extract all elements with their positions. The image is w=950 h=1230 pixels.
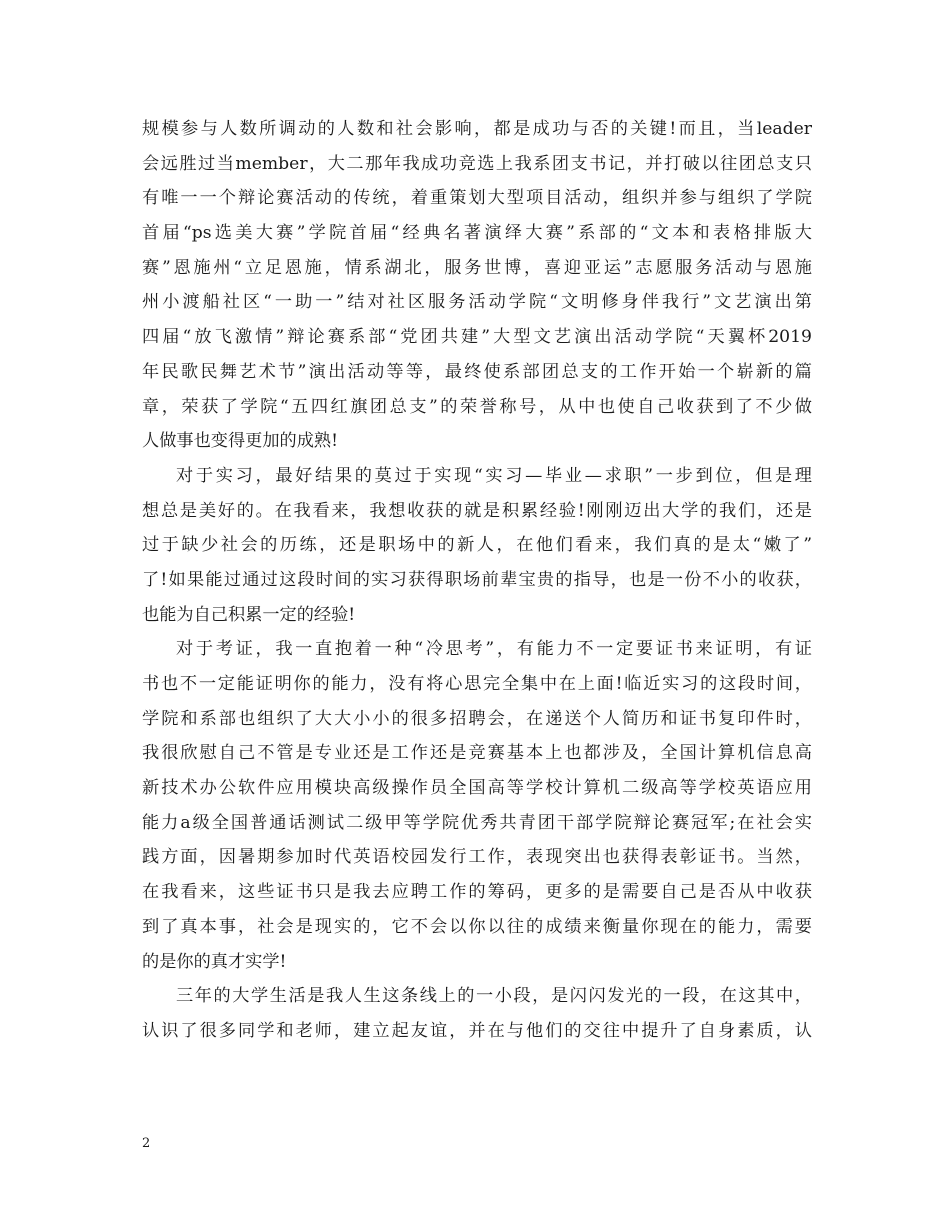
text-line: 新技术办公软件应用模块高级操作员全国高等学校计算机二级高等学校英语应用	[142, 778, 812, 799]
paragraph-first-line: 三年的大学生活是我人生这条线上的一小段，是闪闪发光的一段，在这其中，	[176, 986, 812, 1007]
text-line: 在我看来，这些证书只是我去应聘工作的筹码，更多的是需要自己是否从中收获	[142, 882, 812, 903]
text-line: 年民歌民舞艺术节”演出活动等等，最终使系部团总支的工作开始一个崭新的篇	[142, 361, 812, 382]
text-line: 州小渡船社区“一助一”结对社区服务活动学院“文明修身伴我行”文艺演出第	[142, 292, 812, 313]
text-line: 想总是美好的。在我看来，我想收获的就是积累经验!刚刚迈出大学的我们，还是	[142, 500, 812, 521]
document-body	[142, 112, 812, 1049]
text-line: 人做事也变得更加的成熟!	[142, 431, 338, 452]
text-line: 到了真本事，社会是现实的，它不会以你以往的成绩来衡量你现在的能力，需要	[142, 916, 812, 937]
text-line: 也能为自己积累一定的经验!	[142, 604, 356, 625]
text-line: 赛”恩施州“立足恩施，情系湖北，服务世博，喜迎亚运”志愿服务活动与恩施	[142, 257, 812, 278]
text-line: 章，荣获了学院“五四红旗团总支”的荣誉称号，从中也使自己收获到了不少做	[142, 396, 812, 417]
text-line: 有唯一一个辩论赛活动的传统，着重策划大型项目活动，组织并参与组织了学院	[142, 188, 812, 209]
text-line: 了!如果能过通过这段时间的实习获得职场前辈宝贵的指导，也是一份不小的收获，	[142, 569, 812, 590]
paragraph-first-line: 对于考证，我一直抱着一种“冷思考”，有能力不一定要证书来证明，有证	[176, 639, 812, 660]
text-line: 规模参与人数所调动的人数和社会影响，都是成功与否的关键!而且，当leader	[142, 119, 812, 139]
text-line: 过于缺少社会的历练，还是职场中的新人，在他们看来，我们真的是太“嫩了”	[142, 535, 812, 556]
text-line: 我很欣慰自己不管是专业还是工作还是竞赛基本上也都涉及，全国计算机信息高	[142, 743, 812, 764]
text-line: 认识了很多同学和老师，建立起友谊，并在与他们的交往中提升了自身素质，认	[142, 1020, 812, 1041]
text-line: 践方面，因暑期参加时代英语校园发行工作，表现突出也获得表彰证书。当然，	[142, 847, 812, 868]
text-line: 学院和系部也组织了大大小小的很多招聘会，在递送个人简历和证书复印件时，	[142, 708, 812, 729]
text-line: 能力a级全国普通话测试二级甲等学院优秀共青团干部学院辩论赛冠军;在社会实	[142, 812, 812, 833]
text-line: 的是你的真才实学!	[142, 951, 287, 972]
text-line: 书也不一定能证明你的能力，没有将心思完全集中在上面!临近实习的这段时间，	[142, 674, 812, 694]
text-line: 会远胜过当member，大二那年我成功竞选上我系团支书记，并打破以往团总支只	[142, 153, 812, 174]
text-line: 首届“ps选美大赛”学院首届“经典名著演绎大赛”系部的“文本和表格排版大	[142, 223, 812, 244]
paragraph-first-line: 对于实习，最好结果的莫过于实现“实习—毕业—求职”一步到位，但是理	[176, 465, 812, 486]
page-number: 2	[142, 1136, 151, 1151]
text-line: 四届“放飞激情”辩论赛系部“党团共建”大型文艺演出活动学院“天翼杯2019	[142, 327, 812, 348]
